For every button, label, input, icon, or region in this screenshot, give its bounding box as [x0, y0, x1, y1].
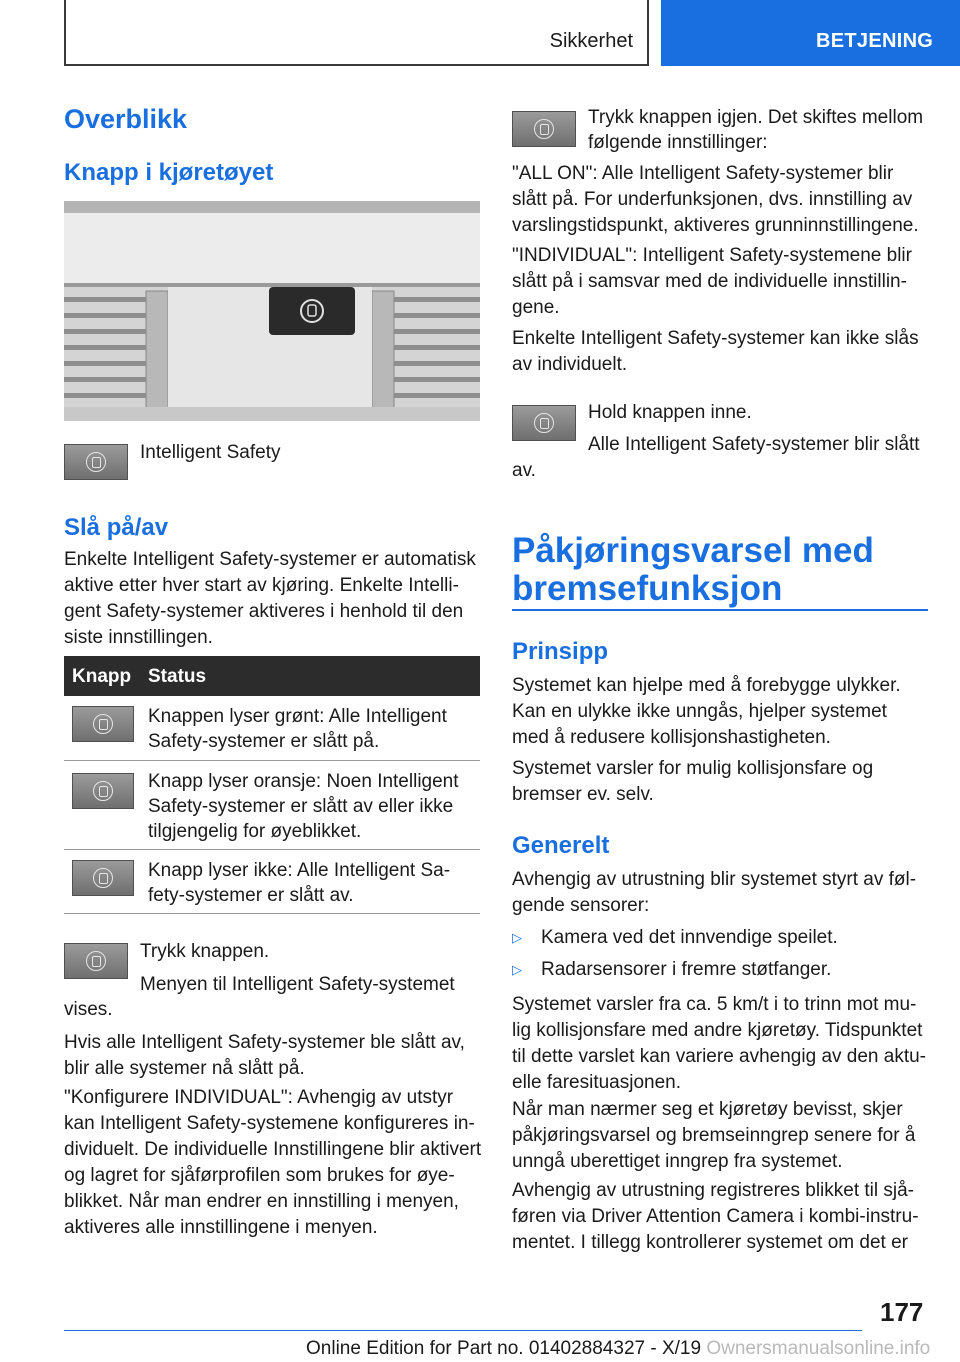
press-again-icon	[512, 111, 576, 147]
overview-heading: Overblikk	[64, 104, 188, 134]
bullet-triangle-icon: ▷	[512, 962, 522, 977]
status-cell: Knapp lyser oransje: Noen Intelligent Safety-systemer er slått av eller ikke tilgjengelig for øyeblikket.	[148, 771, 459, 842]
icon-caption: Intelligent Safety	[140, 442, 281, 463]
header-section-box	[64, 0, 649, 66]
col-button-header: Knapp	[72, 666, 132, 687]
gaze-text: Avhengig av utrustning registreres blikket til sjå‐ føren via Driver Attention Camera i kombi-instru‐ mentet. I tillegg kontrollerer systemet om det er	[512, 1180, 919, 1253]
table-row	[64, 761, 480, 850]
intelligent-safety-button-icon	[64, 444, 128, 480]
press-line-2: Menyen til Intelligent Safety-systemet	[140, 974, 455, 995]
press-button-icon	[64, 943, 128, 979]
hold-line-1: Hold knappen inne.	[588, 402, 752, 423]
principle-text: Systemet kan hjelpe med å forebygge ulykker. Kan en ulykke ikke unngås, hjelper systemet med å redusere kollisjonshastigheten.	[512, 675, 901, 748]
footer-rule	[64, 1330, 862, 1331]
hold-line-2: Alle Intelligent Safety-systemer blir slått	[588, 434, 920, 455]
hold-button-icon	[512, 405, 576, 441]
press-again-line-1: Trykk knappen igjen. Det skiftes mellom	[588, 107, 924, 128]
status-cell: Knappen lyser grønt: Alle Intelligent Safety-systemer er slått på.	[148, 706, 447, 752]
section-title: Påkjøringsvarsel med bremsefunksjon	[512, 531, 874, 608]
approach-text: Når man nærmer seg et kjøretøy bevisst, skjer påkjøringsvarsel og bremseinngrep senere for å unngå uberettiget inngrep fra systemet.	[512, 1099, 916, 1172]
col-status-header: Status	[148, 666, 207, 687]
hold-line-3: av.	[512, 460, 536, 481]
table-row	[64, 850, 480, 914]
all-off-text: Hvis alle Intelligent Safety-systemer ble slått av, blir alle systemer nå slått på.	[64, 1032, 465, 1079]
button-orange-icon	[72, 773, 134, 809]
header-chapter: BETJENING	[816, 30, 934, 52]
dashboard-illustration	[64, 201, 480, 421]
principle-heading: Prinsipp	[512, 638, 609, 665]
bullet-triangle-icon: ▷	[512, 930, 522, 945]
all-on-text: "ALL ON": Alle Intelligent Safety-systemer blir slått på. For underfunksjonen, dvs. innstilling av varslingstidspunkt, aktiveres grunninnstillingene.	[512, 163, 919, 236]
status-cell: Knapp lyser ikke: Alle Intelligent Sa‐ fety-systemer er slått av.	[148, 860, 451, 906]
page-number: 177	[880, 1297, 924, 1327]
onoff-text: Enkelte Intelligent Safety-systemer er automatisk aktive etter hver start av kjøring. Enkelte Intelli‐ gent Safety-systemer aktiveres i henhold til den siste innstillingen.	[64, 549, 476, 648]
general-heading: Generelt	[512, 832, 610, 859]
onoff-heading: Slå på/av	[64, 514, 169, 541]
status-table	[64, 656, 480, 914]
warns-text: Systemet varsler for mulig kollisjonsfare og bremser ev. selv.	[512, 758, 874, 805]
configure-text: "Konfigurere INDIVIDUAL": Avhengig av utstyr kan Intelligent Safety-systemene konfigureres in‐ dividuelt. De individuelle Innstillingene blir aktivert og lagret for sjåførprofilen som brukes for øye‐ blikket. Når man endrer en innstilling i menyen, aktiveres alle innstillingene i menyen.	[64, 1087, 482, 1238]
press-again-line-2: følgende innstillinger:	[588, 132, 768, 153]
cannot-off-text: Enkelte Intelligent Safety-systemer kan ikke slås av individuelt.	[512, 328, 919, 375]
press-line-3: vises.	[64, 999, 113, 1020]
table-header	[64, 656, 480, 696]
footer-edition	[306, 1338, 930, 1360]
table-row	[64, 696, 480, 761]
header-chapter-box	[661, 0, 960, 66]
section-rule	[512, 609, 928, 611]
button-heading: Knapp i kjøretøyet	[64, 159, 274, 186]
button-off-icon	[72, 860, 134, 896]
button-green-icon	[72, 706, 134, 742]
vehicle-button-photo	[64, 201, 480, 421]
edition-text: Online Edition for Part no. 01402884327 - X/19	[306, 1338, 702, 1359]
header-section: Sikkerhet	[549, 30, 633, 52]
individual-text: "INDIVIDUAL": Intelligent Safety-systemene blir slått på i samsvar med de individuelle innstillin‐ gene.	[512, 245, 912, 318]
general-text: Avhengig av utrustning blir systemet styrt av føl‐ gende sensorer:	[512, 869, 917, 916]
press-line-1: Trykk knappen.	[140, 941, 270, 962]
speed-text: Systemet varsler fra ca. 5 km/t i to trinn mot mu‐ lig kollisjonsfare med andre kjøretøy. Tidspunktet til dette varslet kan variere avhengig av den aktu‐ elle faresituasjonen.	[512, 994, 927, 1093]
watermark: Ownersmanualsonline.info	[706, 1338, 931, 1359]
